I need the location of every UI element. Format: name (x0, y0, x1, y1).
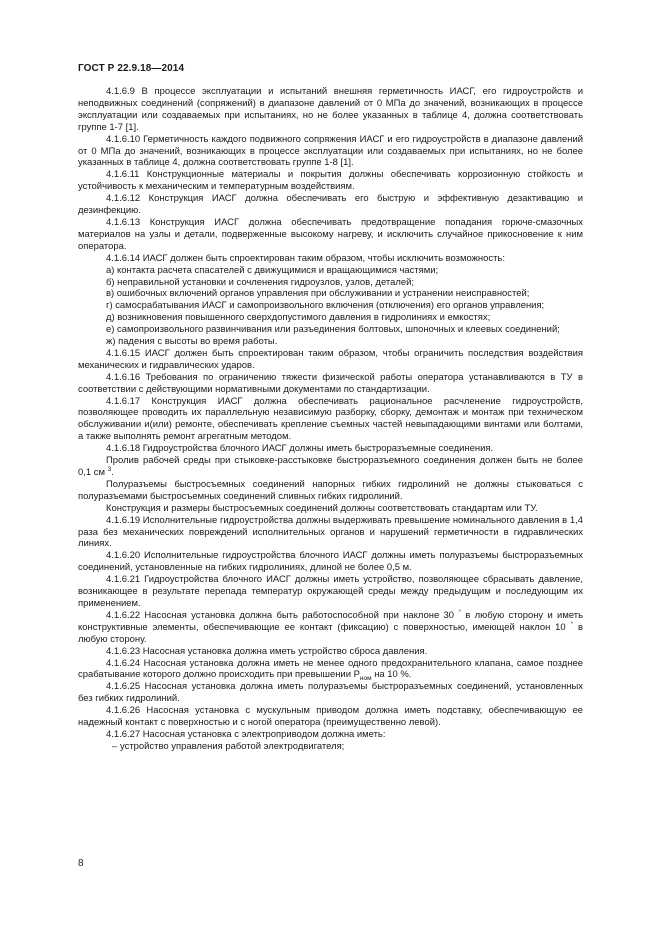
paragraph-4-1-6-21: 4.1.6.21 Гидроустройства блочного ИАСГ должны иметь устройство, позволяющее сбрасывать давление, возникающее в результате перепада температур окружающей среды между предыдущим и последующим их применением. (78, 574, 583, 609)
paragraph-4-1-6-15: 4.1.6.15 ИАСГ должен быть спроектирован таким образом, чтобы ограничить последствия воздействия механических и гидравлических ударов. (78, 347, 583, 371)
paragraph-4-1-6-11: 4.1.6.11 Конструкционные материалы и покрытия должны обеспечивать коррозионную стойкость и устойчивость к механическим и температурным воздействиям. (78, 169, 583, 193)
dash-mark: – (112, 740, 118, 752)
paragraph-design-standards: Конструкция и размеры быстросъемных соединений должны соответствовать стандартам или ТУ. (106, 502, 538, 514)
paragraph-4-1-6-26: 4.1.6.26 Насосная установка с мускульным приводом должна иметь подставку, обеспечивающую ее надежный контакт с поверхностью и с ногой оператора (преимущественно левой). (78, 705, 583, 729)
valve-text-b: на 10 %. (371, 669, 412, 681)
list-item-zh: ж) падения с высоты во время работы. (106, 336, 278, 348)
paragraph-4-1-6-14: 4.1.6.14 ИАСГ должен быть спроектирован таким образом, чтобы исключить возможность: (106, 252, 505, 264)
paragraph-4-1-6-18: 4.1.6.18 Гидроустройства блочного ИАСГ должны иметь быстроразъемные соединения. (106, 443, 494, 455)
list-item-v: в) ошибочных включений органов управления при обслуживании и устранении неисправностей; (106, 288, 530, 300)
valve-text-a: 4.1.6.24 Насосная установка должна иметь не менее одного предохранительного клапана, самое позднее срабатывание которого должно происходить при превышении Р (78, 657, 583, 681)
leak-text: Пролив рабочей среды при стыковке-расстыковке быстроразъемного соединения должен быть не более 0,1 см (78, 455, 583, 478)
page-number: 8 (78, 858, 84, 869)
paragraph-half-couplings: Полуразъемы быстросъемных соединений напорных гибких гидролиний не должны стыковаться с полуразъемами быстросъемных соединений сливных гибких гидролиний. (78, 478, 583, 502)
paragraph-4-1-6-25: 4.1.6.25 Насосная установка должна иметь полуразъемы быстроразъемных соединений, установленных без гибких гидролиний. (78, 681, 583, 705)
paragraph-4-1-6-12: 4.1.6.12 Конструкция ИАСГ должна обеспечивать его быструю и эффективную дезактивацию и дезинфекцию. (78, 193, 583, 217)
paragraph-4-1-6-23: 4.1.6.23 Насосная установка должна иметь устройство сброса давления. (106, 645, 428, 657)
tilt-text-a: 4.1.6.22 Насосная установка должна быть работоспособной при наклоне 30 (106, 609, 455, 621)
paragraph-4-1-6-20: 4.1.6.20 Исполнительные гидроустройства блочного ИАСГ должны иметь полуразъемы быстроразъемных соединений, установленные на гибких гидролиниях, длиной не более 0,5 м. (78, 550, 583, 574)
dash-item-text: устройство управления работой электродвигателя; (120, 740, 345, 752)
leak-end: . (111, 467, 114, 478)
paragraph-4-1-6-24 (78, 658, 583, 682)
paragraph-4-1-6-22 (78, 610, 583, 646)
list-item-g: г) самосрабатывания ИАСГ и самопроизвольного включения (отключения) его органов управления; (106, 300, 545, 312)
tilt-text-b: в любую сторону и иметь конструктивные элементы, обеспечивающие ее контакт (фиксацию) с поверхностью, имеющей наклон 10 (78, 609, 583, 633)
degree-sign: ° (570, 620, 574, 628)
document-body (78, 86, 583, 753)
list-item-d: д) возникновения повышенного сверхдопустимого давления в гидролиниях и емкостях; (106, 312, 491, 324)
document-header: ГОСТ Р 22.9.18—2014 (78, 63, 185, 74)
paragraph-leak-limit (78, 455, 583, 479)
paragraph-4-1-6-27: 4.1.6.27 Насосная установка с электроприводом должна иметь: (106, 728, 386, 740)
list-item-e: е) самопроизвольного развинчивания или разъединения болтовых, шпоночных и клеевых соединений; (106, 324, 560, 336)
paragraph-4-1-6-10: 4.1.6.10 Герметичность каждого подвижного сопряжения ИАСГ и его гидроустройств в диапазоне давлений от 0 МПа до значений, возникающих в процессе эксплуатации или создаваемых при испытаниях, но не более указанных в таблице 4, должна соответствовать группе 1-8 [1]. (78, 133, 583, 169)
paragraph-4-1-6-19: 4.1.6.19 Исполнительные гидроустройства должны выдерживать превышение номинального давления в 1,4 раза без механических повреждений исполнительных органов и нарушений герметичности в гидравлических линиях. (78, 514, 583, 550)
valve-subscript: ном (359, 675, 372, 683)
leak-exponent: 3 (107, 465, 112, 473)
tilt-text-c: в любую сторону. (78, 621, 583, 645)
list-item-b: б) неправильной установки и сочленения гидроузлов, узлов, деталей; (106, 276, 414, 288)
paragraph-4-1-6-17: 4.1.6.17 Конструкция ИАСГ должна обеспечивать рациональное расчленение гидроустройств, позволяющее проводить их параллельную независимую разборку, сборку, демонтаж и монтаж при техническом обслуживании и(или) ремонте, обеспечивать крепление съемных частей невыпадающими винтами или болтами, а также выполнять ремонт агрегатным методом. (78, 395, 583, 443)
dash-list-item (78, 741, 583, 753)
degree-sign: ° (458, 608, 461, 616)
paragraph-4-1-6-16: 4.1.6.16 Требования по ограничению тяжести физической работы оператора устанавливаются в ТУ в соответствии с действующими нормативными документами по стандартизации. (78, 371, 583, 395)
list-item-a: а) контакта расчета спасателей с движущимися и вращающимися частями; (106, 264, 439, 276)
paragraph-4-1-6-13: 4.1.6.13 Конструкция ИАСГ должна обеспечивать предотвращение попадания горюче-смазочных материалов на узлы и детали, подверженные высокому нагреву, и исключить случайное прикосновение к ним оператора. (78, 216, 583, 252)
paragraph-4-1-6-9: 4.1.6.9 В процессе эксплуатации и испытаний внешняя герметичность ИАСГ, его гидроустройств и неподвижных соединений (сопряжений) в диапазоне давлений от 0 МПа до значений, возникающих в процессе эксплуатации или создаваемых при испытаниях, но не более указанных в таблице 4, должна соответствовать группе 1-7 [1]. (78, 86, 583, 133)
